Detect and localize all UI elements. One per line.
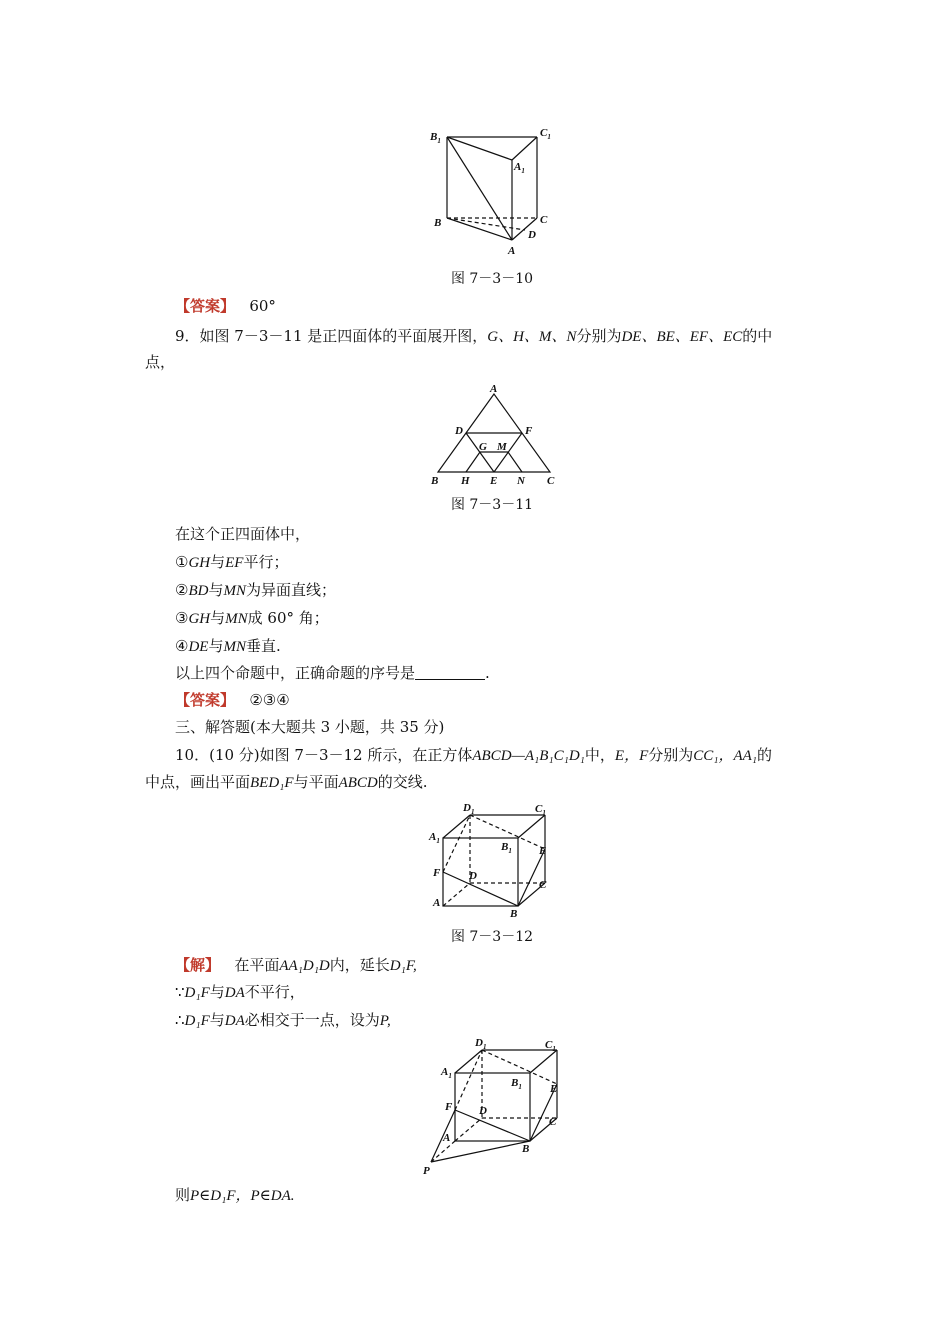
edge-fb — [443, 872, 518, 906]
question-10-line-2: 中点，画出平面BED₁F与平面ABCD的交线. — [145, 773, 428, 791]
label-n: N — [517, 475, 525, 487]
edge-a1c1 — [512, 137, 537, 160]
edge-b1a1 — [447, 137, 512, 160]
answer-tag: 【答案】 — [175, 691, 236, 709]
solution-line-1: 【解】 在平面AA₁D₁D内，延长D₁F, — [175, 956, 417, 974]
edge-ad-hidden — [443, 883, 470, 906]
label-d1: $D_1$ — [463, 802, 475, 816]
label-e: E — [539, 845, 547, 857]
solution-line-4: 则P∈D₁F，P∈DA. — [175, 1186, 295, 1204]
figure-caption: 图 7－3－11 — [450, 497, 534, 513]
edge-a1d1 — [455, 1050, 482, 1073]
edge-a1d1 — [443, 815, 470, 838]
label-c1: $C_1$ — [535, 803, 546, 817]
label-c1: $C_1$ — [540, 127, 551, 141]
figure-solution-cube — [415, 1037, 575, 1180]
label-a: A — [490, 383, 498, 395]
answer-row — [175, 296, 276, 316]
label-d: D — [455, 425, 463, 437]
label-c: C — [539, 879, 547, 891]
label-g: G — [479, 441, 487, 453]
statement-2: ②BD与MN为异面直线； — [175, 581, 336, 599]
edge-be — [518, 849, 545, 906]
figure-7-3-12 — [425, 800, 565, 925]
label-c: C — [549, 1116, 557, 1128]
statement-1: ①GH与EF平行； — [175, 553, 289, 571]
section-heading: 三、解答题(本大题共 3 小题，共 35 分) — [175, 718, 445, 736]
label-f: F — [445, 1101, 453, 1113]
solution-line-2: ∵D₁F与DA不平行， — [175, 983, 305, 1001]
edge-fd1-hidden — [455, 1050, 482, 1110]
question-9-ask: 以上四个命题中，正确命题的序号是 . — [175, 664, 490, 682]
edge-ad-hidden — [455, 1118, 482, 1141]
label-b1: $B_1$ — [430, 131, 441, 145]
label-d: D — [469, 870, 477, 882]
label-b: B — [434, 217, 442, 229]
question-9-intro: 在这个正四面体中， — [175, 525, 311, 543]
figure-7-3-11 — [425, 382, 565, 492]
edge-d1e-hidden — [482, 1050, 557, 1084]
label-p: P — [423, 1165, 430, 1177]
label-f: F — [525, 425, 533, 437]
answer-value: ②③④ — [249, 691, 290, 709]
label-b1: $B_1$ — [501, 841, 512, 855]
edge-b1c1 — [530, 1050, 557, 1073]
label-a: A — [433, 897, 441, 909]
edge-mn — [508, 452, 522, 472]
answer-tag: 【答案】 — [175, 297, 236, 315]
solution-line-3: ∴D₁F与DA必相交于一点，设为P, — [175, 1011, 391, 1029]
label-a1: $A_1$ — [429, 831, 440, 845]
edge-ba — [447, 218, 512, 240]
label-a: A — [508, 245, 516, 257]
edge-bd-hidden — [447, 218, 525, 230]
figure-7-3-10 — [420, 120, 560, 260]
label-e: E — [490, 475, 498, 487]
figure-caption: 图 7－3－12 — [450, 929, 534, 945]
edge-gh — [466, 452, 480, 472]
question-9-line-1: 9．如图 7－3－11 是正四面体的平面展开图，G、H、M、N分别为DE、BE、EF、EC的中 — [175, 327, 773, 345]
edge-b1c1 — [518, 815, 545, 838]
edge-fb — [455, 1110, 530, 1141]
label-d1: $D_1$ — [475, 1037, 487, 1051]
edge-fd1-hidden — [443, 815, 470, 872]
edge-b1a — [447, 137, 512, 240]
label-b1: $B_1$ — [511, 1077, 522, 1091]
label-e: E — [550, 1083, 558, 1095]
label-a1: $A_1$ — [514, 161, 525, 175]
statement-3: ③GH与MN成 60° 角； — [175, 609, 329, 627]
label-m: M — [497, 441, 507, 453]
answer-value: 60° — [249, 297, 276, 315]
label-d: D — [479, 1105, 487, 1117]
label-c: C — [547, 475, 555, 487]
label-b: B — [522, 1143, 530, 1155]
label-b: B — [431, 475, 439, 487]
label-a: A — [443, 1132, 451, 1144]
label-c1: $C_1$ — [545, 1039, 556, 1053]
label-h: H — [461, 475, 470, 487]
label-d: D — [528, 229, 536, 241]
statement-4: ④DE与MN垂直. — [175, 637, 281, 655]
edge-pb — [431, 1141, 530, 1162]
question-9-line-2: 点， — [145, 353, 176, 371]
figure-caption: 图 7－3－10 — [450, 271, 534, 287]
question-10-line-1: 10．(10 分)如图 7－3－12 所示，在正方体ABCD—A₁B₁C₁D₁中，E，F分别为CC₁，AA₁的 — [175, 746, 773, 764]
label-a1: $A_1$ — [441, 1066, 452, 1080]
label-b: B — [510, 908, 518, 920]
solution-tag: 【解】 — [175, 956, 221, 974]
label-f: F — [433, 867, 441, 879]
answer-row — [175, 690, 290, 710]
answer-blank — [415, 665, 485, 680]
label-c: C — [540, 214, 548, 226]
